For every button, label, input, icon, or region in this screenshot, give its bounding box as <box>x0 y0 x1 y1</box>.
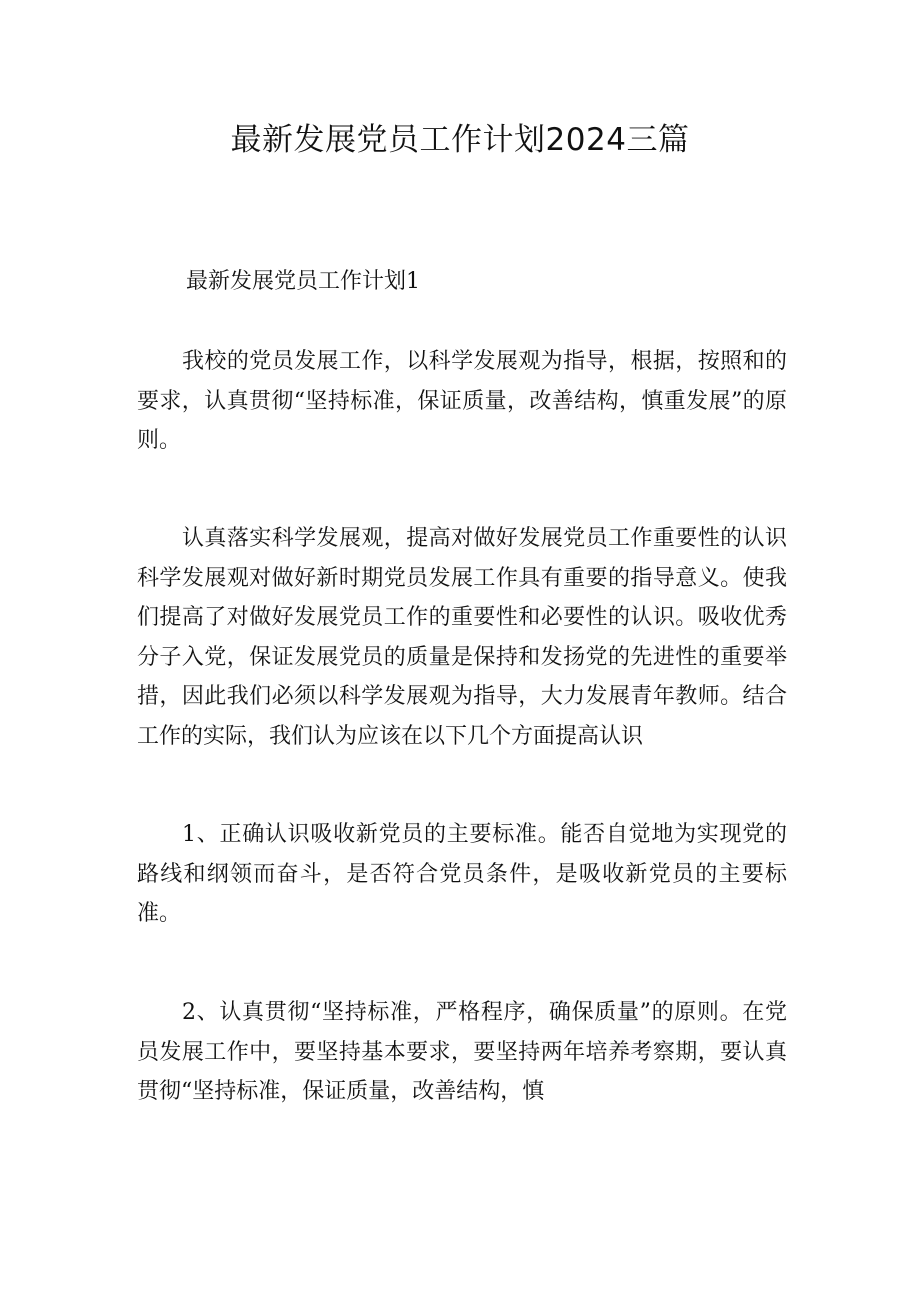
document-title: 最新发展党员工作计划2024三篇 <box>230 122 690 158</box>
paragraph-understanding: 认真落实科学发展观，提高对做好发展党员工作重要性的认识科学发展观对做好新时期党员发展工作具有重要的指导意义。使我们提高了对做好发展党员工作的重要性和必要性的认识。吸收优秀分子入党，保证发展党员的质量是保持和发扬党的先进性的重要举措，因此我们必须以科学发展观为指导，大力发展青年教师。结合工作的实际，我们认为应该在以下几个方面提高认识 <box>137 526 787 749</box>
paragraph-point-1: 1、正确认识吸收新党员的主要标准。能否自觉地为实现党的路线和纲领而奋斗，是否符合党员条件，是吸收新党员的主要标准。 <box>137 822 787 926</box>
section-heading: 最新发展党员工作计划1 <box>186 269 420 294</box>
paragraph-point-2: 2、认真贯彻“坚持标准，严格程序，确保质量”的原则。在党员发展工作中，要坚持基本要求，要坚持两年培养考察期，要认真贯彻“坚持标准，保证质量，改善结构，慎 <box>137 1000 787 1104</box>
paragraph-intro: 我校的党员发展工作，以科学发展观为指导，根据，按照和的要求，认真贯彻“坚持标准，保证质量，改善结构，慎重发展”的原则。 <box>137 349 787 453</box>
